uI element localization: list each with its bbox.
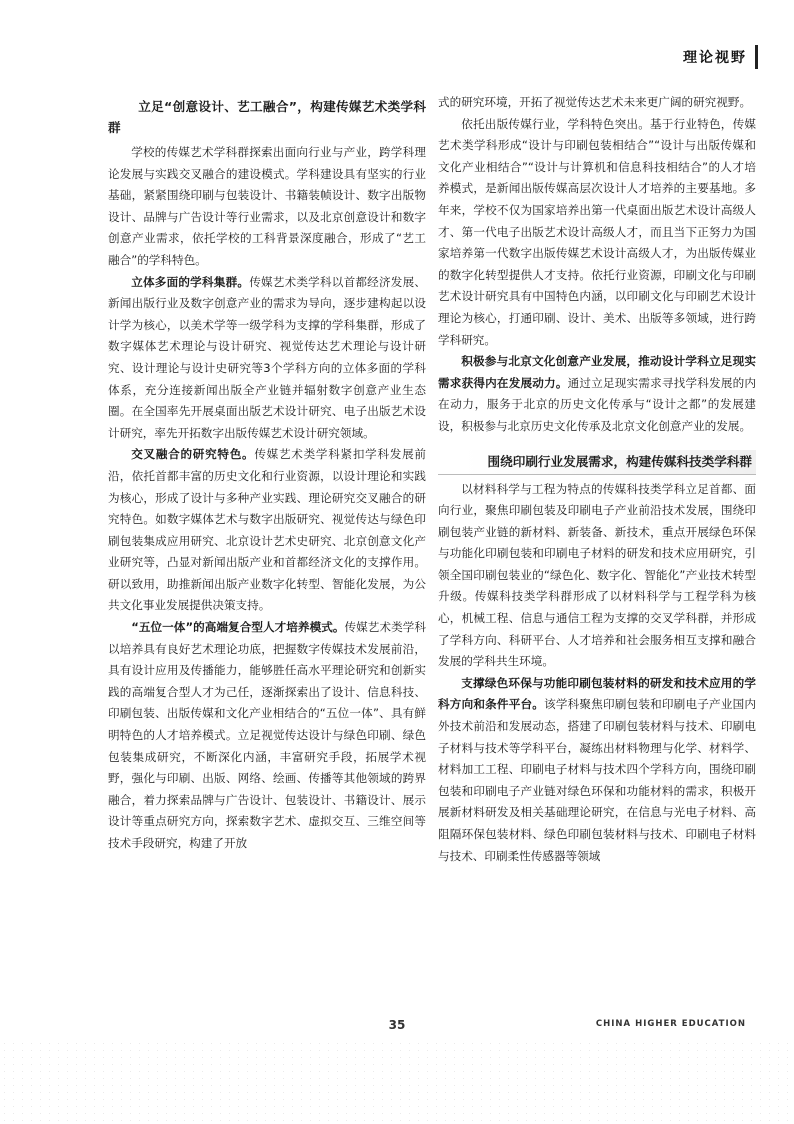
section-title-media-tech: 围绕印刷行业发展需求，构建传媒科技类学科群 — [438, 450, 756, 475]
journal-name: CHINA HIGHER EDUCATION — [595, 1019, 746, 1029]
paragraph-lead: 交叉融合的研究特色。 — [131, 447, 255, 462]
paragraph-lead: “五位一体”的高端复合型人才培养模式。 — [131, 620, 345, 635]
paragraph-continued: 式的研究环境，开拓了视觉传达艺术未来更广阔的研究视野。 — [438, 95, 752, 109]
paragraph-body: 传媒艺术类学科紧扣学科发展前沿，依托首都丰富的历史文化和行业资源，以设计理论和实践为核心，形成了设计与多种产业实践、理论研究交叉融合的研究特色。如数字媒体艺术与数字出版研究、视觉传达与绿色印刷包装集成应用研究、北京设计艺术史研究、北京创意文化产业研究等，凸显对新闻出版产业和首都经济文化的支撑作用。研以致用，助推新闻出版产业数字化转型、智能化发展，为公共文化事业发展提供决策支持。 — [108, 447, 426, 613]
paragraph-lead: 积极参与北京文化创意产业发展，推动设计学科立足现实需求获得内在发展动力。 — [438, 354, 756, 390]
paragraph-body: 传媒艺术类学科以首都经济发展、新闻出版行业及数字创意产业的需求为导向，逐步建构起以设计学为核心，以美术学等一级学科为支撑的学科集群，形成了数字媒体艺术理论与设计研究、视觉传达艺术理论与设计研究、设计理论与设计史研究等3个学科方向的立体多面的学科体系，充分连接新闻出版全产业链并辐射数字创意产业生态圈。在全国率先开展桌面出版艺术设计研究、电子出版艺术设计研究，率先开拓数字出版传媒艺术设计研究领域。 — [108, 274, 426, 440]
paragraph-body: 该学科聚焦印刷包装和印刷电子产业国内外技术前沿和发展动态，搭建了印刷包装材料与技术、印刷电子材料与技术等学科平台，凝练出材料物理与化学、材料学、材料加工工程、印刷电子材料与技术四个学科方向，围绕印刷包装和印刷电子产业链对绿色环保和功能材料的需求，积极开展新材料研发及相关基础理论研究，在信息与光电子材料、高阻隔环保包装材料、绿色印刷包装材料与技术、印刷电子材料与技术、印刷柔性传感器等领域 — [438, 697, 756, 863]
paragraph-lead: 支撑绿色环保与功能印刷包装材料的研发和技术应用的学科方向和条件平台。 — [438, 675, 756, 712]
paragraph-publishing-industry: 依托出版传媒行业，学科特色突出。基于行业特色，传媒艺术类学科形成“设计与印刷包装相结合”“设计与出版传媒和文化产业相结合”“设计与计算机和信息科技相结合”的人才培养模式，是新闻出版传媒高层次设计人才培养的主要基地。多年来，学校不仅为国家培养出第一代桌面出版艺术设计高级人才、第一代电子出版艺术设计高级人才，而且当下正努力为国家培养第一代数字出版传媒艺术设计高级人才，为出版传媒业的数字化转型提供人才支持。依托行业资源，印刷文化与印刷艺术设计研究具有中国特色内涵，以印刷文化与印刷艺术设计理论为核心，打通印刷、设计、美术、出版等多领域，进行跨学科研究。 — [438, 116, 756, 347]
right-column — [438, 92, 756, 867]
paragraph-green-materials — [438, 673, 756, 867]
paragraph-body: 传媒艺术类学科以培养具有良好艺术理论功底，把握数字传媒技术发展前沿，具有设计应用及传播能力，能够胜任高水平理论研究和创新实践的高端复合型人才为己任，逐渐探索出了设计、信息科技、印刷包装、出版传媒和文化产业相结合的“五位一体”、具有鲜明特色的人才培养模式。立足视觉传达设计与绿色印刷、绿色包装集成研究，不断深化内涵，丰富研究手段，拓展学术视野，强化与印刷、出版、网络、绘画、传播等其他领域的跨界融合，着力探索品牌与广告设计、包装设计、书籍设计、展示设计等重点研究方向，探索数字艺术、虚拟交互、三维空间等技术手段研究，构建了开放 — [108, 620, 426, 850]
section-label-tag — [673, 44, 758, 70]
section-label: 理论视野 — [673, 45, 758, 69]
paragraph-lead: 立体多面的学科集群。 — [131, 274, 250, 289]
scan-noise-decoration — [0, 1040, 794, 1124]
page-number: 35 — [388, 1018, 406, 1032]
paragraph-research-feature — [108, 444, 426, 617]
paragraph-intro: 学校的传媒艺术学科群探索出面向行业与产业，跨学科理论发展与实践交叉融合的建设模式。学科建设具有坚实的行业基础，紧紧围绕印刷与包装设计、书籍装帧设计、数字出版物设计、品牌与广告设计等行业需求，以及北京创意设计和数字创意产业需求，依托学校的工科背景深度融合，形成了“艺工融合”的学科特色。 — [108, 145, 426, 267]
paragraph-discipline-cluster — [108, 272, 426, 445]
paragraph-talent-model — [108, 617, 426, 855]
paragraph-body: 通过立足现实需求寻找学科发展的内在动力，服务于北京的历史文化传承与“设计之都”的发展建设，积极参与北京历史文化传承及北京文化创意产业的发展。 — [438, 375, 756, 433]
section-title-media-art: 立足“创意设计、艺工融合”，构建传媒艺术类学科群 — [108, 99, 426, 135]
left-column — [108, 92, 426, 855]
paragraph-materials-science: 以材料科学与工程为特点的传媒科技类学科立足首都、面向行业，聚焦印刷包装及印刷电子产业前沿技术发展，围绕印刷包装产业链的新材料、新装备、新技术，重点开展绿色环保与功能化印刷包装和印刷电子材料的研发和技术应用研究，引领全国印刷包装业的“绿色化、数字化、智能化”产业技术转型升级。传媒科技类学科群形成了以材料科学与工程学科为核心，机械工程、信息与通信工程为支撑的交叉学科群，并形成了学科方向、科研平台、人才培养和社会服务相互支撑和融合发展的学科共生环境。 — [438, 481, 756, 669]
paragraph-beijing-creative — [438, 351, 756, 437]
